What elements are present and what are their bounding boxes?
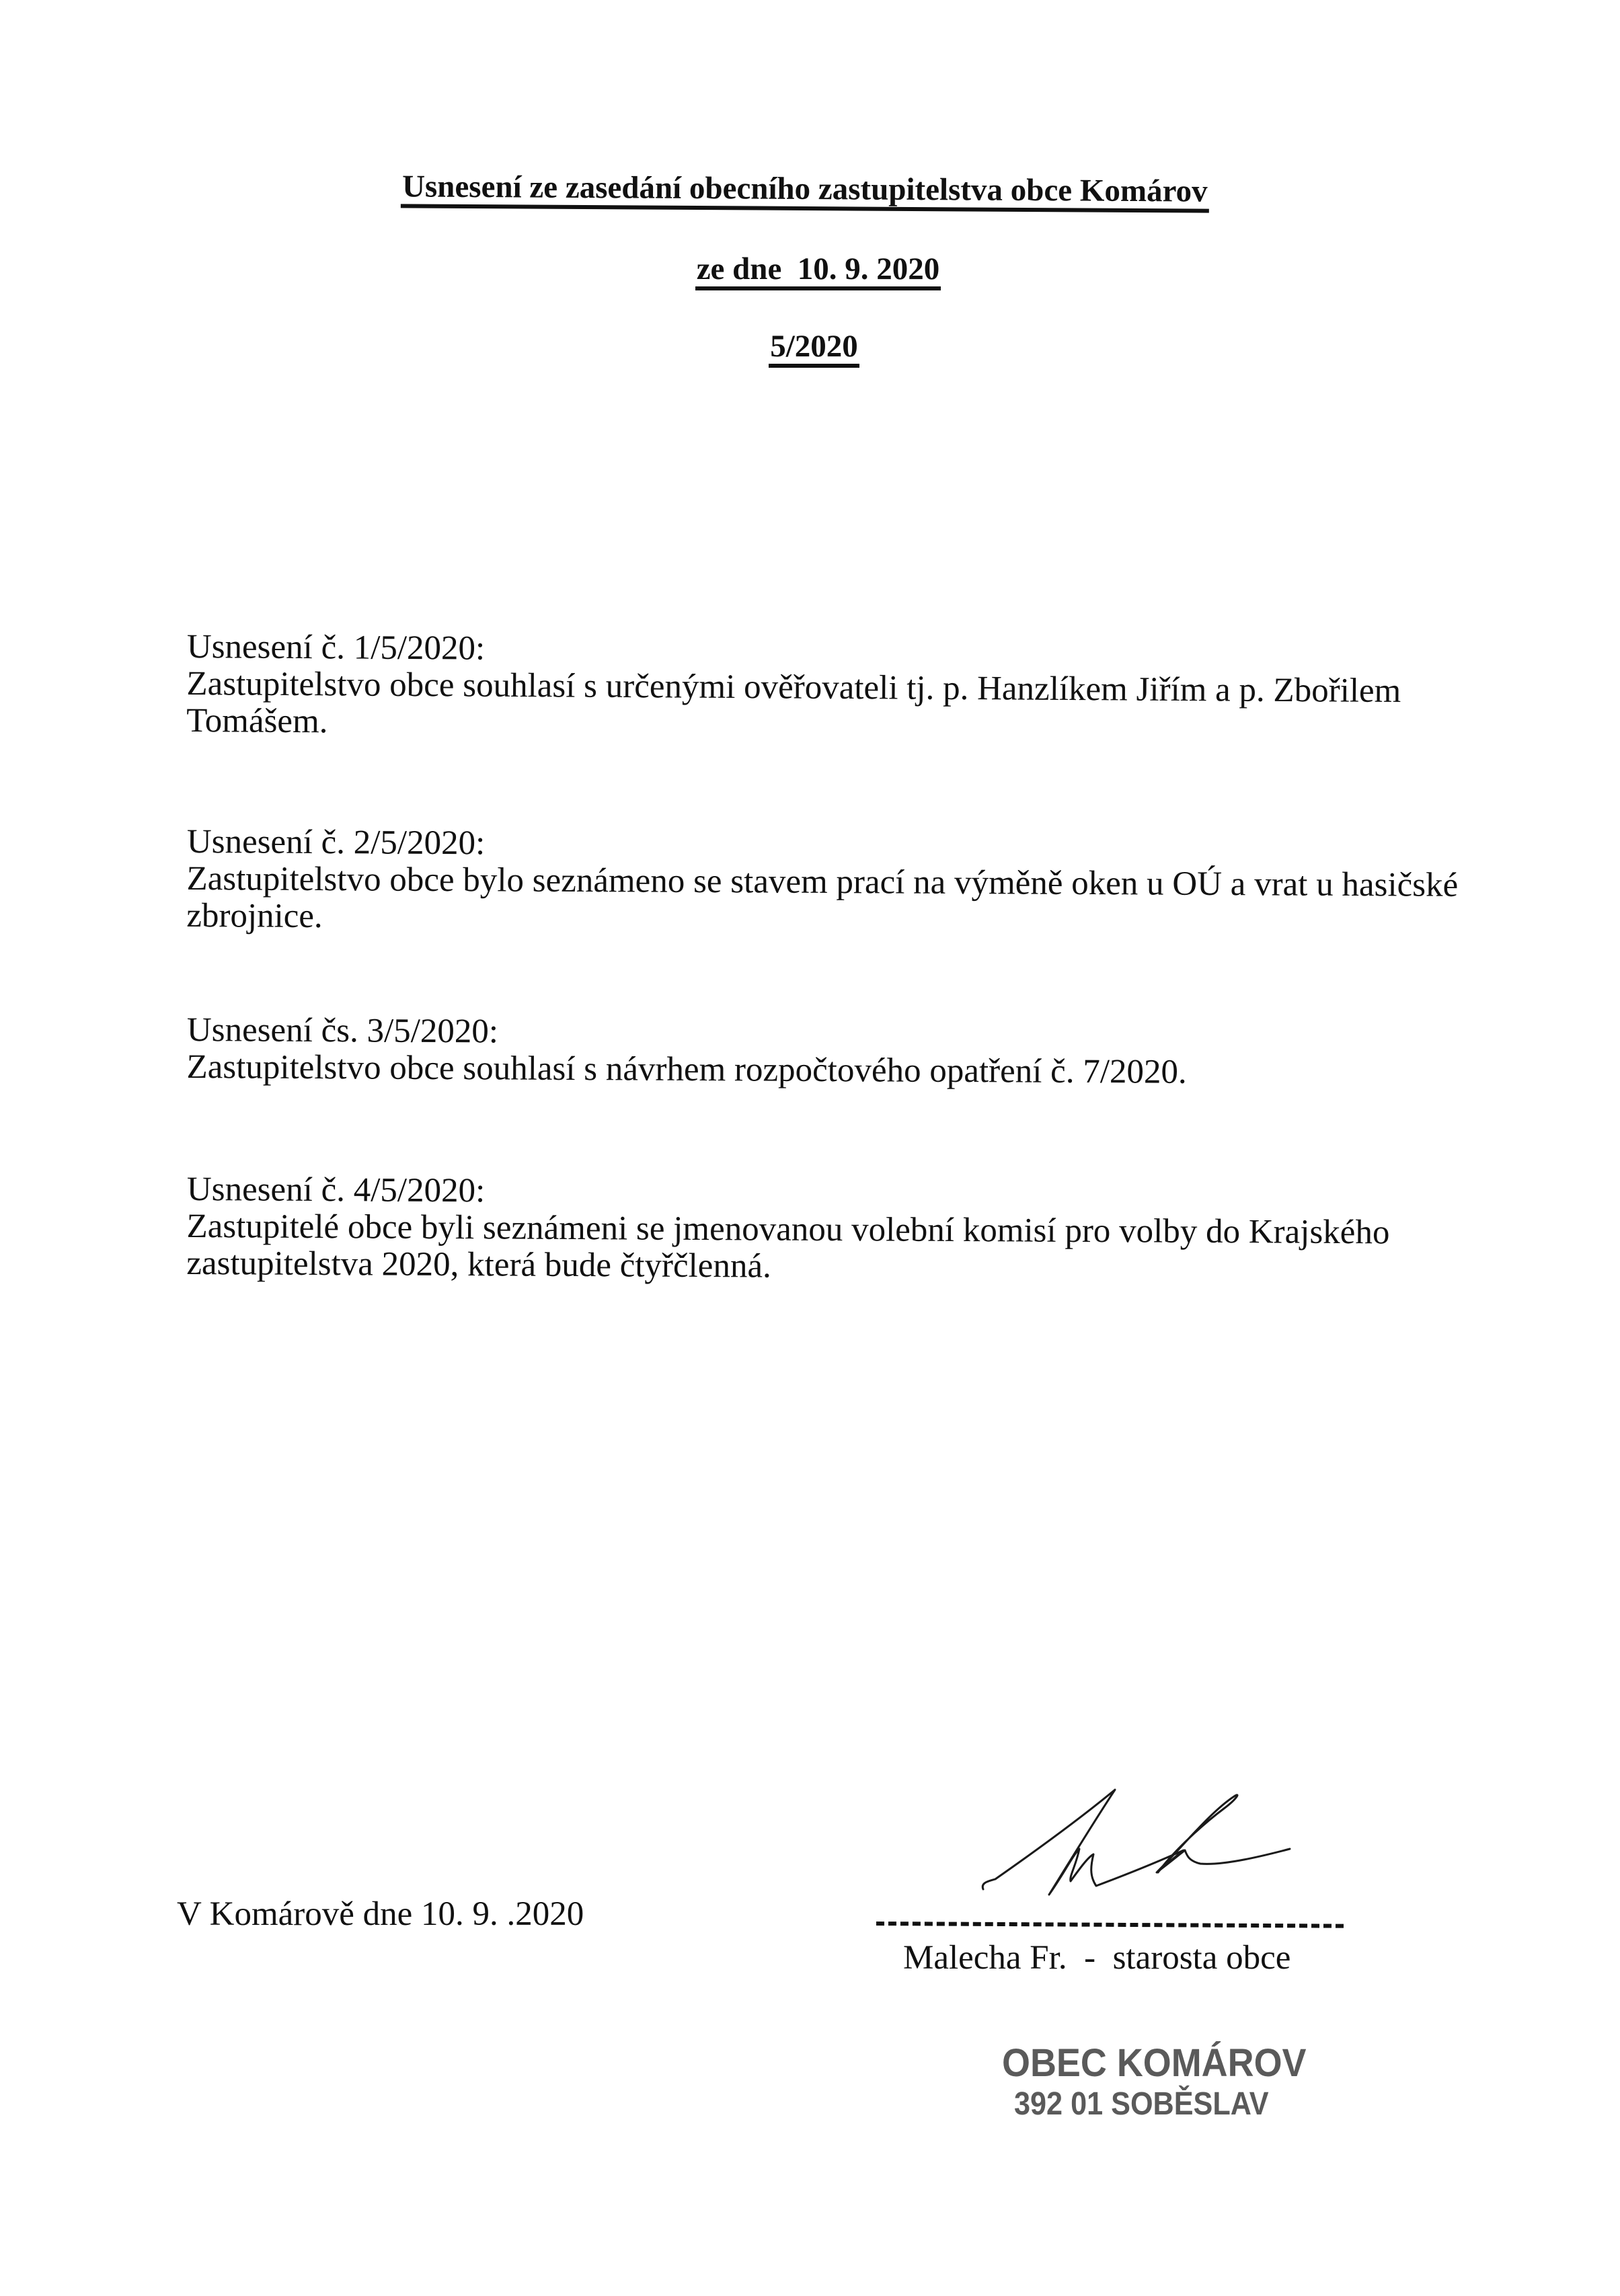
resolution-text-line: zbrojnice. bbox=[186, 896, 323, 936]
resolution-2 bbox=[186, 824, 1459, 941]
signature-icon bbox=[968, 1782, 1305, 1903]
resolution-text-line: Zastupitelstvo obce souhlasí s určenými ověřovateli tj. p. Hanzlíkem Jiřím a p. Zbořilem bbox=[186, 664, 1401, 711]
resolution-text-line: Zastupitelstvo obce souhlasí s návrhem rozpočtového opatření č. 7/2020. bbox=[186, 1047, 1187, 1091]
document-title-text: Usnesení ze zasedání obecního zastupitelstva obce Komárov bbox=[401, 171, 1209, 212]
resolution-text-line: Zastupitelstvo obce bylo seznámeno se stavem prací na výměně oken u OÚ a vrat u hasičské bbox=[186, 859, 1459, 904]
resolution-text-line: zastupitelstva 2020, která bude čtyřčlenná. bbox=[186, 1244, 771, 1285]
document-number-text: 5/2020 bbox=[769, 331, 859, 368]
official-stamp bbox=[1002, 2041, 1329, 2122]
resolution-1 bbox=[186, 629, 1401, 747]
place-and-date: V Komárově dne 10. 9. .2020 bbox=[177, 1895, 584, 1933]
signer-name: Malecha Fr. - starosta obce bbox=[903, 1939, 1291, 1977]
resolution-heading: Usnesení č. 1/5/2020: bbox=[186, 628, 486, 668]
resolution-heading: Usnesení č. 2/5/2020: bbox=[186, 823, 486, 863]
resolution-heading: Usnesení č. 4/5/2020: bbox=[186, 1171, 486, 1210]
document-date-text: ze dne 10. 9. 2020 bbox=[695, 253, 941, 290]
resolution-text-line: Zastupitelé obce byli seznámeni se jmenovanou volební komisí pro volby do Krajského bbox=[186, 1207, 1390, 1252]
resolution-3 bbox=[186, 1012, 1187, 1091]
signature-line bbox=[876, 1922, 1344, 1928]
stamp-address: 392 01 SOBĚSLAV bbox=[1014, 2086, 1269, 2122]
resolution-4 bbox=[186, 1171, 1390, 1288]
resolution-heading: Usnesení čs. 3/5/2020: bbox=[186, 1011, 499, 1051]
document-date bbox=[0, 253, 1620, 290]
document-title bbox=[0, 169, 1620, 210]
stamp-municipality: OBEC KOMÁROV bbox=[1002, 2041, 1307, 2085]
resolution-text-line: Tomášem. bbox=[186, 701, 328, 741]
document-number bbox=[0, 331, 1620, 368]
